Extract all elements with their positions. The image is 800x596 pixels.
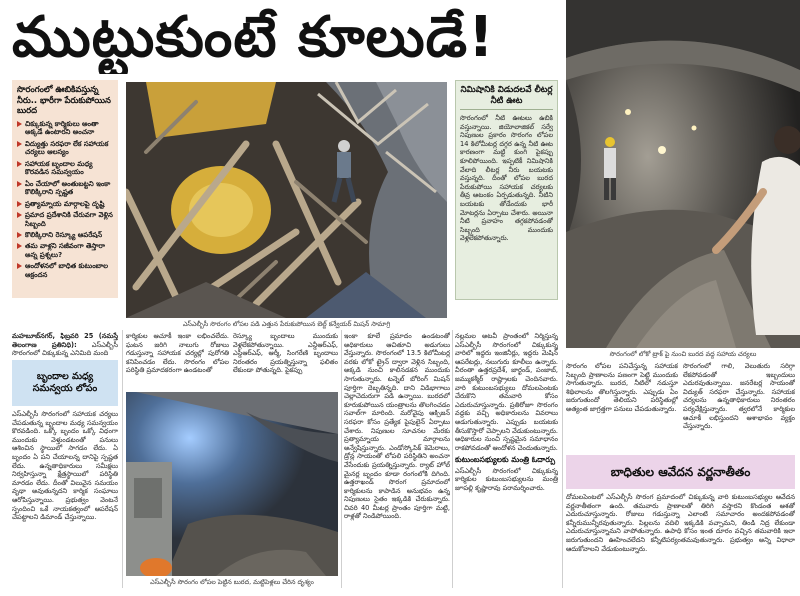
- list-item-text: ప్రమాద ప్రదేశానికి చేరువగా వెళ్లిన సిబ్బంది: [25, 210, 113, 228]
- victims-body: దోమలపెంటలో ఎస్ఎల్బీసీ సొరంగ ప్రమాదంలో చిక్కుకున్న వారి కుటుంబసభ్యుల ఆవేదన వర్ణనాతీతంగా ఉంది. తమవారు ప్రాణాలతో తిరిగి వస్తారని కొండంత ఆశతో ఎదురుచూస్తున్నారు. రోజులు గడుస్తున్నా ఎలాంటి సమాచారం అందకపోవడంతో కన్నీరుమున్నీరవుతున్నారు. పిల్లలను వదిలి ఇక్కడికి వచ్చామని, తిండి నిద్ర లేకుండా ఎదురుచూస్తున్నామని వాపోతున్నారు. ఉపాధి కోసం ఇంత దూరం వచ్చిన తమవారికి ఇలా జరుగుతుందని ఊహించలేదని కన్నీటిపర్యంతమవుతున్నారు. ప్రభుత్వం అన్ని విధాలా ఆదుకోవాలని వేడుకుంటున్నారు.: [566, 493, 795, 553]
- rescue-column-right: సొరంగంలో గాలి, వెలుతురు సరిగ్గా లేకపోవడంతో ఇబ్బందులు ఎదురవుతున్నాయి. జనరేటర్ల సాయంతో విద్యుత్ సరఫరా చేస్తున్నారు. సహాయక చర్యలను ఉన్నతాధికారులు నిరంతరం పర్యవేక్షిస్తున్నారు. త్వరలోనే కార్మికుల ఆచూకీ లభిస్తుందని ఆశాభావం వ్యక్తం చేస్తున్నారు.: [683, 362, 795, 431]
- list-item-text: ఏం చేయాలో అంతుబట్టని ఇంకా కొలిక్కిరాని స్పష్టత: [25, 179, 111, 197]
- families-column: [455, 332, 558, 588]
- coordination-heading-box: [12, 360, 118, 406]
- headline: ముట్టుకుంటే కూలుడే!: [12, 5, 495, 70]
- column-divider: [452, 330, 453, 588]
- triangle-bullet-icon: [17, 141, 22, 147]
- list-item: [17, 160, 113, 177]
- tunnel-interior-photo-image: [126, 392, 338, 576]
- families-body: నల్లమల అటవీ ప్రాంతంలో నిర్మిస్తున్న ఎస్ఎల్బీసీ సొరంగంలో చిక్కుకున్న వారిలో ఇద్దరు ఇంజినీర్లు, ఇద్దరు మెషిన్ ఆపరేటర్లు, నలుగురు కూలీలు ఉన్నారు. వీరంతా ఉత్తరప్రదేశ్, జార్ఖండ్, పంజాబ్, జమ్ముకశ్మీర్ రాష్ట్రాలకు చెందినవారు. వారి కుటుంబసభ్యులు దోమలపెంటకు చేరుకొని తమవారి కోసం ఎదురుచూస్తున్నారు. ప్రతిరోజూ సొరంగం వద్దకు వచ్చి అధికారులను వివరాలు అడుగుతున్నారు. ఎప్పుడు బయటకు తీసుకొస్తారో చెప్పాలని వేడుకుంటున్నారు. అధికారుల నుంచి స్పష్టమైన సమాధానం రాకపోవడంతో ఆందోళన చెందుతున్నారు.: [455, 332, 558, 452]
- triangle-bullet-icon: [17, 263, 22, 269]
- column-divider: [562, 360, 563, 588]
- column-divider: [122, 330, 123, 588]
- list-item-text: కొలిక్కిరాని రెస్క్యూ ఆపరేషన్: [25, 230, 103, 239]
- bottom-photo-caption: ఎస్ఎల్బీసీ సొరంగం లోపల పెట్టిన బురద, మట్టిపెళ్లలు చేరిన దృశ్యం: [150, 578, 314, 586]
- list-item: [17, 140, 113, 157]
- triangle-bullet-icon: [17, 121, 22, 127]
- rescue-column-left: సొరంగం లోపల పనిచేస్తున్న సహాయక సిబ్బంది ప్రాణాలను పణంగా పెట్టి ముందుకు సాగుతున్నారు. బురద, నీటిలో నడుస్తూ శిథిలాలను తొలగిస్తున్నారు. ఎప్పుడు ఏం జరుగుతుందో తెలియని పరిస్థితుల్లో అత్యంత జాగ్రత్తగా పనులు చేపడుతున్నారు.: [566, 362, 678, 413]
- list-item: [17, 242, 113, 259]
- list-item: [17, 200, 113, 209]
- coordination-body: ఎస్ఎల్బీసీ సొరంగంలో సహాయక చర్యలు చేపడుతున్న బృందాల మధ్య సమన్వయం కొరవడింది. ఒక్కో బృందం ఒక్కో విధంగా ముందుకు వెళ్తుండటంతో పనులు ఆశించిన స్థాయిలో సాగడం లేదు. ఏ బృందం ఏ పని చేయాలన్న దానిపై స్పష్టత లేదు. ఉన్నతాధికారులు సమీక్షలు నిర్వహిస్తున్నా క్షేత్రస్థాయిలో పరిస్థితి మారడం లేదు. దీంతో విలువైన సమయం వృథా అవుతున్నదని కార్మిక సంఘాలు ఆరోపిస్తున్నాయి. ప్రభుత్వం వెంటనే స్పందించి ఒకే నాయకత్వంలో ఆపరేషన్ చేపట్టాలని డిమాండ్ చేస్తున్నాయి.: [12, 410, 118, 522]
- article-column-4: ఇంకా కూలే ప్రమాదం ఉండటంతో అధికారులు ఆచితూచి అడుగులు వేస్తున్నారు. సొరంగంలో 13.5 కిలోమీటర్ల వరకు లోకో ట్రైన్ ద్వారా వెళ్లిన సిబ్బంది, అక్కడి నుంచి కాలినడకన ముందుకు సాగుతున్నారు. టన్నెల్ బోరింగ్ మిషన్ పూర్తిగా దెబ్బతిన్నది. దాని విడిభాగాలు చెల్లాచెదురుగా పడి ఉన్నాయి. బురదలో కూరుకుపోయిన యంత్రాలను తొలగించడం సవాల్‌గా మారింది. మరోవైపు ఆక్సిజన్ సరఫరా కోసం ప్రత్యేక పైపులైన్ ఏర్పాటు చేశారు. నిపుణుల సూచనల మేరకు ప్రత్యామ్నాయ మార్గాలను అన్వేషిస్తున్నారు. ఎండోస్కోపిక్ కెమెరాలు, డ్రోన్ల సాయంతో లోపలి పరిస్థితిని అంచనా వేసేందుకు ప్రయత్నిస్తున్నారు. ర్యాట్ హోల్ మైనర్ల బృందం కూడా రంగంలోకి దిగింది. ఉత్తరాఖండ్ సొరంగ ప్రమాదంలో కార్మికులను కాపాడిన అనుభవం ఉన్న నిపుణులు సైతం ఇక్కడికి చేరుకున్నారు. చివరి 40 మీటర్ల ప్రాంతం పూర్తిగా మట్టి, రాళ్లతో నిండిపోయింది.: [344, 332, 450, 521]
- triangle-bullet-icon: [17, 181, 22, 187]
- coordination-heading: బృందాల మధ్య సమన్వయ లోపం: [32, 371, 98, 394]
- triangle-bullet-icon: [17, 243, 22, 249]
- list-item-text: ప్రత్యామ్నాయ మార్గాలపై దృష్టి: [25, 199, 105, 208]
- victims-heading: బాధితుల ఆవేదన వర్ణనాతీతం: [610, 464, 751, 479]
- tunnel-interior-photo: [126, 392, 338, 576]
- conveyor-debris-photo-image: [126, 82, 447, 318]
- victims-heading-box: [566, 455, 795, 489]
- families-sub-body: ఎస్ఎల్బీసీ సొరంగంలో చిక్కుకున్న కార్మికుల కుటుంబసభ్యులను మంత్రి జూపల్లి కృష్ణారావు పరామర్శించారు.: [455, 466, 558, 492]
- triangle-bullet-icon: [17, 161, 22, 167]
- tunnel-rescue-photo-image: [566, 0, 800, 348]
- list-item: [17, 180, 113, 197]
- list-item: [17, 231, 113, 240]
- list-item-text: చిక్కుకున్న కార్మికులు అంతా అక్కడే ఉంటారని అంచనా: [25, 119, 99, 137]
- center-photo-caption: ఎస్ఎల్బీసీ సొరంగం లోపల పడి ఎత్తున పేరుకుపోయిన బెల్ట్ కన్వేయర్ మిషన్ సామాగ్రి: [182, 320, 391, 328]
- water-seepage-title: నిమిషానికి విడుదలవే లీటర్ల నీటి ఊట: [460, 85, 553, 110]
- list-item: [17, 211, 113, 228]
- article-column-3: రెస్క్యూ బృందాలు ముందుకు వెళ్లలేకపోతున్నాయి. ఎన్డీఆర్ఎఫ్, ఎస్డీఆర్ఎఫ్, ఆర్మీ, సింగరేణి బృందాలు నిరంతరం ప్రయత్నిస్తున్నా ఫలితం లేకుండా పోతున్నది. పైకప్పు: [233, 332, 338, 375]
- list-item: [17, 120, 113, 137]
- triangle-bullet-icon: [17, 201, 22, 207]
- water-seepage-box: [455, 80, 558, 300]
- list-item-text: తమ వాళ్లని సజీవంగా తెస్తారా అన్న ప్రశ్నలు?: [25, 242, 105, 259]
- conveyor-debris-photo: [126, 82, 447, 318]
- column-divider: [341, 330, 342, 588]
- list-item-text: విద్యుత్తు సరఫరా లేక సహాయక చర్యలు ఆలస్యం: [25, 139, 109, 157]
- list-item-text: సహాయక బృందాల మధ్య కొరవడిన సమన్వయం: [25, 159, 93, 177]
- right-photo-caption: సొరంగంలో లోకో ట్రాక్ పై నుంచి బురద వద్ద సహాయ చర్యలు: [609, 350, 757, 358]
- list-item: [17, 262, 113, 279]
- key-points-list: [17, 120, 113, 280]
- families-subheading: కుటుంబసభ్యులకు మంత్రి ఓదార్పు: [455, 455, 556, 465]
- key-points-box: [12, 80, 118, 298]
- article-lead: [12, 332, 118, 358]
- article-lead-text: ఎస్ఎల్బీసీ సొరంగంలో చిక్కుకున్న ఎనిమిది మంది: [12, 340, 118, 358]
- triangle-bullet-icon: [17, 232, 22, 238]
- article-column-2: కార్మికుల ఆచూకీ ఇంకా లభించలేదు. ఘటన జరిగి నాలుగు రోజులు గడుస్తున్నా సహాయక చర్యల్లో పురోగతి కనిపించడం లేదు. సొరంగం లోపల పరిస్థితి ప్రమాదకరంగా ఉండటంతో: [126, 332, 229, 375]
- list-item-text: ఆందోళనలో బాధిత కుటుంబాల ఆక్రందన: [25, 262, 108, 279]
- triangle-bullet-icon: [17, 212, 22, 218]
- article-dateline: మహబూబ్‌నగర్, ఫిబ్రవరి 25 (నమస్తే తెలంగాణ ప్రతినిధి):: [12, 332, 118, 349]
- tunnel-rescue-photo: [566, 0, 800, 348]
- water-seepage-body: సొరంగంలో నీటి ఊటలు ఉబికి వస్తున్నాయి. జియోలాజికల్ సర్వే నిపుణుల ప్రకారం సొరంగం లోపల 14 కిలోమీటర్ల దగ్గర ఉన్న నీటి ఊట కారణంగా మట్టి కుంగి పైకప్పు కూలిపోయింది. ఇప్పటికీ నిమిషానికి వేలాది లీటర్ల నీరు బయటకు వస్తున్నది. దీంతో లోపల బురద పేరుకుపోయి సహాయక చర్యలకు తీవ్ర ఆటంకం ఏర్పడుతున్నది. నీటిని బయటకు తోడేందుకు భారీ మోటర్లను ఏర్పాటు చేశారు. అయినా నీటి ప్రవాహం తగ్గకపోవడంతో సిబ్బంది ముందుకు వెళ్లలేకపోతున్నారు.: [460, 114, 553, 243]
- key-points-title: సొరంగంలో ఊబికివస్తున్న నీరు.. భారీగా పేరుకుపోయిన బురద: [17, 84, 111, 115]
- machine-panel: [126, 462, 172, 576]
